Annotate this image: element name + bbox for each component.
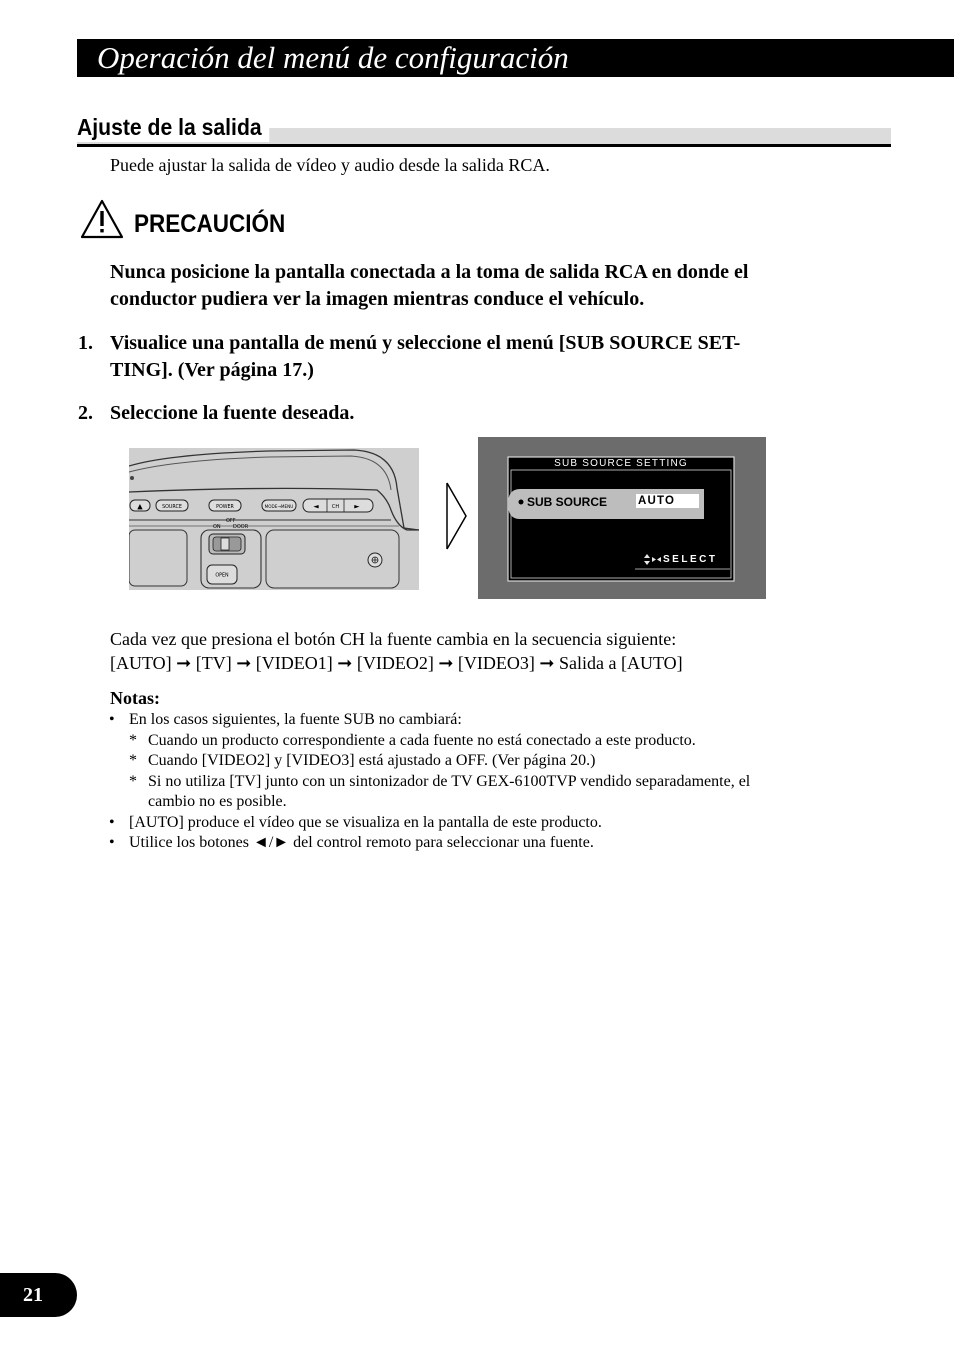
section-title: Ajuste de la salida bbox=[77, 112, 269, 142]
note-item: Utilice los botones ◄/► del control remoto para seleccionar una fuente. bbox=[129, 834, 594, 851]
switch-label: OFF bbox=[226, 518, 236, 524]
step-text-line: Visualice una pantalla de menú y seleccione el menú [SUB SOURCE SET- bbox=[110, 332, 741, 354]
caution-text-line: conductor pudiera ver la imagen mientras conduce el vehículo. bbox=[110, 288, 645, 310]
sub-source-setting-screen bbox=[478, 437, 766, 599]
notes-title: Notas: bbox=[110, 688, 160, 708]
subnote-item-continued: cambio no es posible. bbox=[148, 793, 287, 810]
screen-menu-item-label: SUB SOURCE bbox=[527, 495, 608, 509]
device-button-label: POWER bbox=[216, 505, 234, 510]
switch-label: ON bbox=[213, 524, 221, 530]
sequence-order: [AUTO] ➞ [TV] ➞ [VIDEO1] ➞ [VIDEO2] ➞ [VIDEO3] ➞ Salida a [AUTO] bbox=[110, 653, 683, 673]
bullet-marker: • bbox=[109, 711, 115, 728]
subnote-marker: * bbox=[129, 732, 137, 749]
intro-text: Puede ajustar la salida de vídeo y audio desde la salida RCA. bbox=[110, 155, 550, 175]
device-button-label: OPEN bbox=[215, 573, 229, 579]
device-button-label: ▲ bbox=[137, 502, 143, 511]
caution-text-line: Nunca posicione la pantalla conectada a la toma de salida RCA en donde el bbox=[110, 261, 749, 283]
caution-title: PRECAUCIÓN bbox=[134, 210, 286, 238]
step-text-line: TING]. (Ver página 17.) bbox=[110, 359, 314, 381]
subnote-item: Si no utiliza [TV] junto con un sintonizador de TV GEX-6100TVP vendido separadamente, el bbox=[148, 773, 751, 790]
subnote-item: Cuando [VIDEO2] y [VIDEO3] está ajustado a OFF. (Ver página 20.) bbox=[148, 752, 596, 769]
subnote-item: Cuando un producto correspondiente a cada fuente no está conectado a este producto. bbox=[148, 732, 696, 749]
device-button-label: ► bbox=[354, 502, 360, 511]
step-number: 1. bbox=[78, 332, 93, 354]
sequence-description: Cada vez que presiona el botón CH la fuente cambia en la secuencia siguiente: bbox=[110, 629, 677, 649]
device-button-label: MODE→MENU bbox=[264, 504, 294, 509]
device-button-label: ◄ bbox=[313, 502, 319, 511]
bullet-marker: • bbox=[109, 814, 115, 831]
device-button-label: CH bbox=[331, 504, 340, 510]
subnote-marker: * bbox=[129, 773, 137, 790]
warning-triangle-icon bbox=[80, 199, 124, 239]
step-number: 2. bbox=[78, 402, 93, 424]
note-item: En los casos siguientes, la fuente SUB no cambiará: bbox=[129, 711, 462, 728]
subnote-marker: * bbox=[129, 752, 137, 769]
device-panel-illustration bbox=[129, 448, 419, 590]
chevron-right-icon bbox=[444, 481, 470, 551]
switch-label: DOOR bbox=[233, 524, 249, 530]
device-button-label: SOURCE bbox=[162, 505, 182, 510]
note-item: [AUTO] produce el vídeo que se visualiza en la pantalla de este producto. bbox=[129, 814, 602, 831]
bullet-marker: • bbox=[109, 834, 115, 851]
screen-footer-select: SELECT bbox=[663, 554, 718, 565]
screen-title: SUB SOURCE SETTING bbox=[554, 458, 688, 469]
screen-menu-item-value: AUTO bbox=[638, 495, 676, 507]
page-number: 21 bbox=[23, 1284, 43, 1306]
page-header-title: Operación del menú de configuración bbox=[97, 40, 569, 75]
step-text-line: Seleccione la fuente deseada. bbox=[110, 402, 355, 424]
section-heading-rule bbox=[77, 144, 891, 147]
